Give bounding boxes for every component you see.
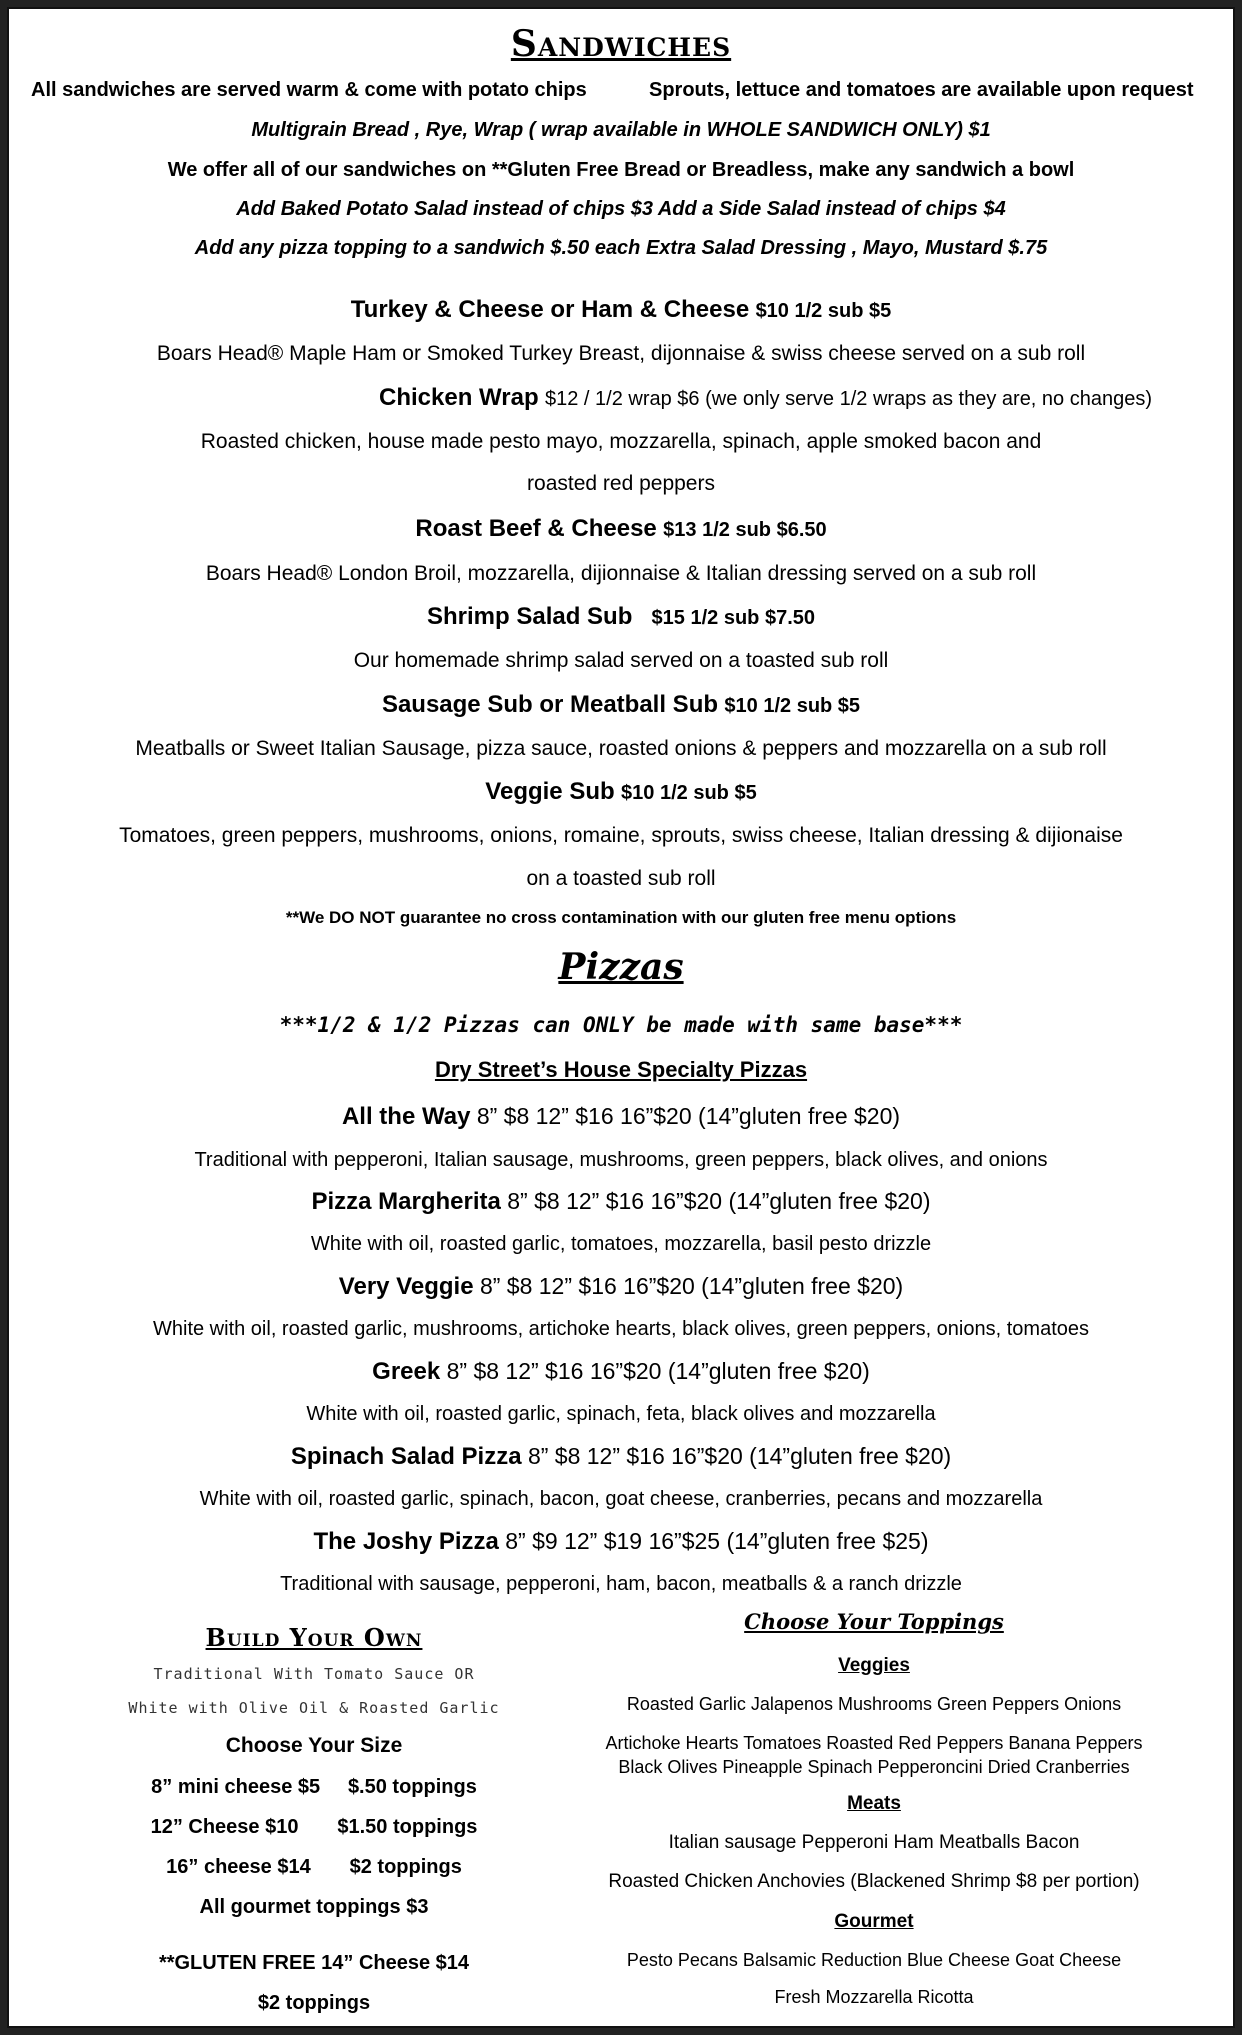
item-description: Meatballs or Sweet Italian Sausage, pizza sauce, roasted onions & peppers and mozzarella on a sub roll: [135, 737, 1107, 760]
gourmet-line-1: Pesto Pecans Balsamic Reduction Blue Cheese Goat Cheese: [626, 1950, 1122, 1970]
sandwich-item: [9, 691, 1233, 719]
item-price: 8” $8 12” $16 16”$20 (14”gluten free $20): [446, 1358, 870, 1384]
addon-line-2: Add any pizza topping to a sandwich $.50 each Extra Salad Dressing , Mayo, Mustard $.75: [194, 237, 1048, 259]
item-name: All the Way: [341, 1103, 471, 1130]
item-price: $13 1/2 sub $6.50: [663, 519, 827, 541]
item-price: $10 1/2 sub $5: [724, 695, 861, 717]
item-price: 8” $9 12” $19 16”$25 (14”gluten free $25): [505, 1528, 929, 1554]
item-description: White with oil, roasted garlic, tomatoes, mozzarella, basil pesto drizzle: [310, 1233, 932, 1255]
cross-contamination-disclaimer: **We DO NOT guarantee no cross contamination with our gluten free menu options: [285, 908, 957, 927]
topping-price: $2 toppings: [349, 1856, 462, 1878]
size-row: [69, 1856, 559, 1879]
pizza-item: [9, 1528, 1233, 1556]
sandwich-item: [379, 384, 1152, 412]
item-description: White with oil, roasted garlic, spinach, feta, black olives and mozzarella: [306, 1403, 936, 1425]
size-label: 12” Cheese $10: [150, 1816, 299, 1838]
pizza-item: [9, 1103, 1233, 1131]
sandwich-item: [9, 296, 1233, 324]
addon-line-1: Add Baked Potato Salad instead of chips $3 Add a Side Salad instead of chips $4: [236, 198, 1006, 220]
item-description: Traditional with pepperoni, Italian sausage, mushrooms, green peppers, black olives, and onions: [194, 1149, 1048, 1171]
pizza-item: [9, 1273, 1233, 1301]
sandwich-item: [9, 603, 1233, 631]
bread-options: Multigrain Bread , Rye, Wrap ( wrap available in WHOLE SANDWICH ONLY) $1: [251, 119, 991, 141]
gluten-free-toppings: $2 toppings: [257, 1992, 371, 2014]
specialty-heading: Dry Street’s House Specialty Pizzas: [434, 1057, 808, 1082]
size-row: [69, 1816, 559, 1839]
item-name: Very Veggie: [338, 1273, 474, 1300]
item-name: Chicken Wrap: [379, 384, 539, 411]
item-price: $10 1/2 sub $5: [755, 300, 892, 322]
item-name: Roast Beef & Cheese: [415, 515, 657, 542]
item-name: Turkey & Cheese or Ham & Cheese: [350, 296, 750, 323]
gluten-free-size: **GLUTEN FREE 14” Cheese $14: [158, 1952, 470, 1974]
base-option-1: Traditional With Tomato Sauce OR: [153, 1665, 475, 1683]
item-name: Spinach Salad Pizza: [290, 1443, 522, 1470]
item-price: 8” $8 12” $16 16”$20 (14”gluten free $20): [476, 1103, 901, 1129]
item-name: Veggie Sub: [485, 778, 615, 805]
base-option-2: White with Olive Oil & Roasted Garlic: [128, 1699, 500, 1717]
meats-line-2: Roasted Chicken Anchovies (Blackened Shrimp $8 per portion): [608, 1871, 1140, 1892]
meats-line-1: Italian sausage Pepperoni Ham Meatballs Bacon: [668, 1832, 1080, 1853]
item-name: Greek: [372, 1358, 441, 1385]
item-name: Pizza Margherita: [311, 1188, 501, 1215]
item-description-cont: roasted red peppers: [527, 472, 715, 495]
size-row: [69, 1776, 559, 1799]
item-price: 8” $8 12” $16 16”$20 (14”gluten free $20): [527, 1443, 952, 1469]
sandwich-info-right: Sprouts, lettuce and tomatoes are available upon request: [649, 79, 1194, 101]
size-label: 8” mini cheese $5: [151, 1776, 321, 1798]
item-name: Sausage Sub or Meatball Sub: [381, 691, 719, 718]
item-name: Shrimp Salad Sub: [427, 603, 633, 630]
item-description: Boars Head® Maple Ham or Smoked Turkey Breast, dijonnaise & swiss cheese served on a sub roll: [156, 342, 1086, 365]
half-half-note: ***1/2 & 1/2 Pizzas can ONLY be made with same base***: [279, 1013, 963, 1037]
veggies-line-2: Artichoke Hearts Tomatoes Roasted Red Peppers Banana Peppers: [605, 1733, 1143, 1753]
gluten-free-note: We offer all of our sandwiches on **Gluten Free Bread or Breadless, make any sandwich a bowl: [167, 159, 1075, 181]
item-description: Tomatoes, green peppers, mushrooms, onions, romaine, sprouts, swiss cheese, Italian dressing & dijionaise: [119, 824, 1123, 847]
item-price: $10 1/2 sub $5: [621, 782, 757, 804]
pizzas-title: Pizzas: [558, 946, 684, 988]
item-description: White with oil, roasted garlic, spinach, bacon, goat cheese, cranberries, pecans and mozzarella: [199, 1488, 1043, 1510]
sandwich-item: [9, 515, 1233, 543]
item-name: The Joshy Pizza: [313, 1528, 499, 1555]
item-description-cont: on a toasted sub roll: [526, 867, 716, 890]
veggies-heading: Veggies: [838, 1655, 910, 1676]
size-heading: Choose Your Size: [225, 1734, 403, 1757]
item-description: White with oil, roasted garlic, mushrooms, artichoke hearts, black olives, green peppers, onions, tomatoes: [153, 1318, 1089, 1340]
menu-page: [7, 7, 1235, 2028]
sandwich-info-left: All sandwiches are served warm & come with potato chips: [31, 79, 587, 101]
item-price: $12 / 1/2 wrap $6 (we only serve 1/2 wraps as they are, no changes): [545, 388, 1153, 410]
pizza-item: [9, 1443, 1233, 1471]
item-description: Roasted chicken, house made pesto mayo, mozzarella, spinach, apple smoked bacon and: [200, 430, 1042, 453]
topping-price: $1.50 toppings: [337, 1816, 478, 1838]
pizza-item: [9, 1358, 1233, 1386]
item-price: 8” $8 12” $16 16”$20 (14”gluten free $20): [479, 1273, 904, 1299]
item-price: 8” $8 12” $16 16”$20 (14”gluten free $20): [507, 1188, 931, 1214]
pizza-item: [9, 1188, 1233, 1216]
sandwiches-title: Sandwiches: [510, 23, 732, 65]
item-description: Boars Head® London Broil, mozzarella, dijionnaise & Italian dressing served on a sub roll: [205, 562, 1037, 585]
sandwich-item: [9, 778, 1233, 806]
toppings-title: Choose Your Toppings: [744, 1609, 1004, 1634]
item-price: $15 1/2 sub $7.50: [651, 607, 815, 629]
build-your-own-title: Build Your Own: [205, 1623, 423, 1652]
item-description: Traditional with sausage, pepperoni, ham, bacon, meatballs & a ranch drizzle: [280, 1573, 962, 1595]
veggies-line-1: Roasted Garlic Jalapenos Mushrooms Green Peppers Onions: [626, 1694, 1122, 1714]
meats-heading: Meats: [847, 1793, 901, 1814]
item-description: Our homemade shrimp salad served on a toasted sub roll: [353, 649, 889, 672]
size-label: 16” cheese $14: [166, 1856, 311, 1878]
gourmet-price: All gourmet toppings $3: [199, 1896, 429, 1918]
veggies-line-3: Black Olives Pineapple Spinach Pepperoncini Dried Cranberries: [618, 1757, 1130, 1777]
gourmet-line-2: Fresh Mozzarella Ricotta: [774, 1987, 974, 2007]
topping-price: $.50 toppings: [347, 1776, 477, 1798]
gourmet-heading: Gourmet: [834, 1911, 914, 1932]
